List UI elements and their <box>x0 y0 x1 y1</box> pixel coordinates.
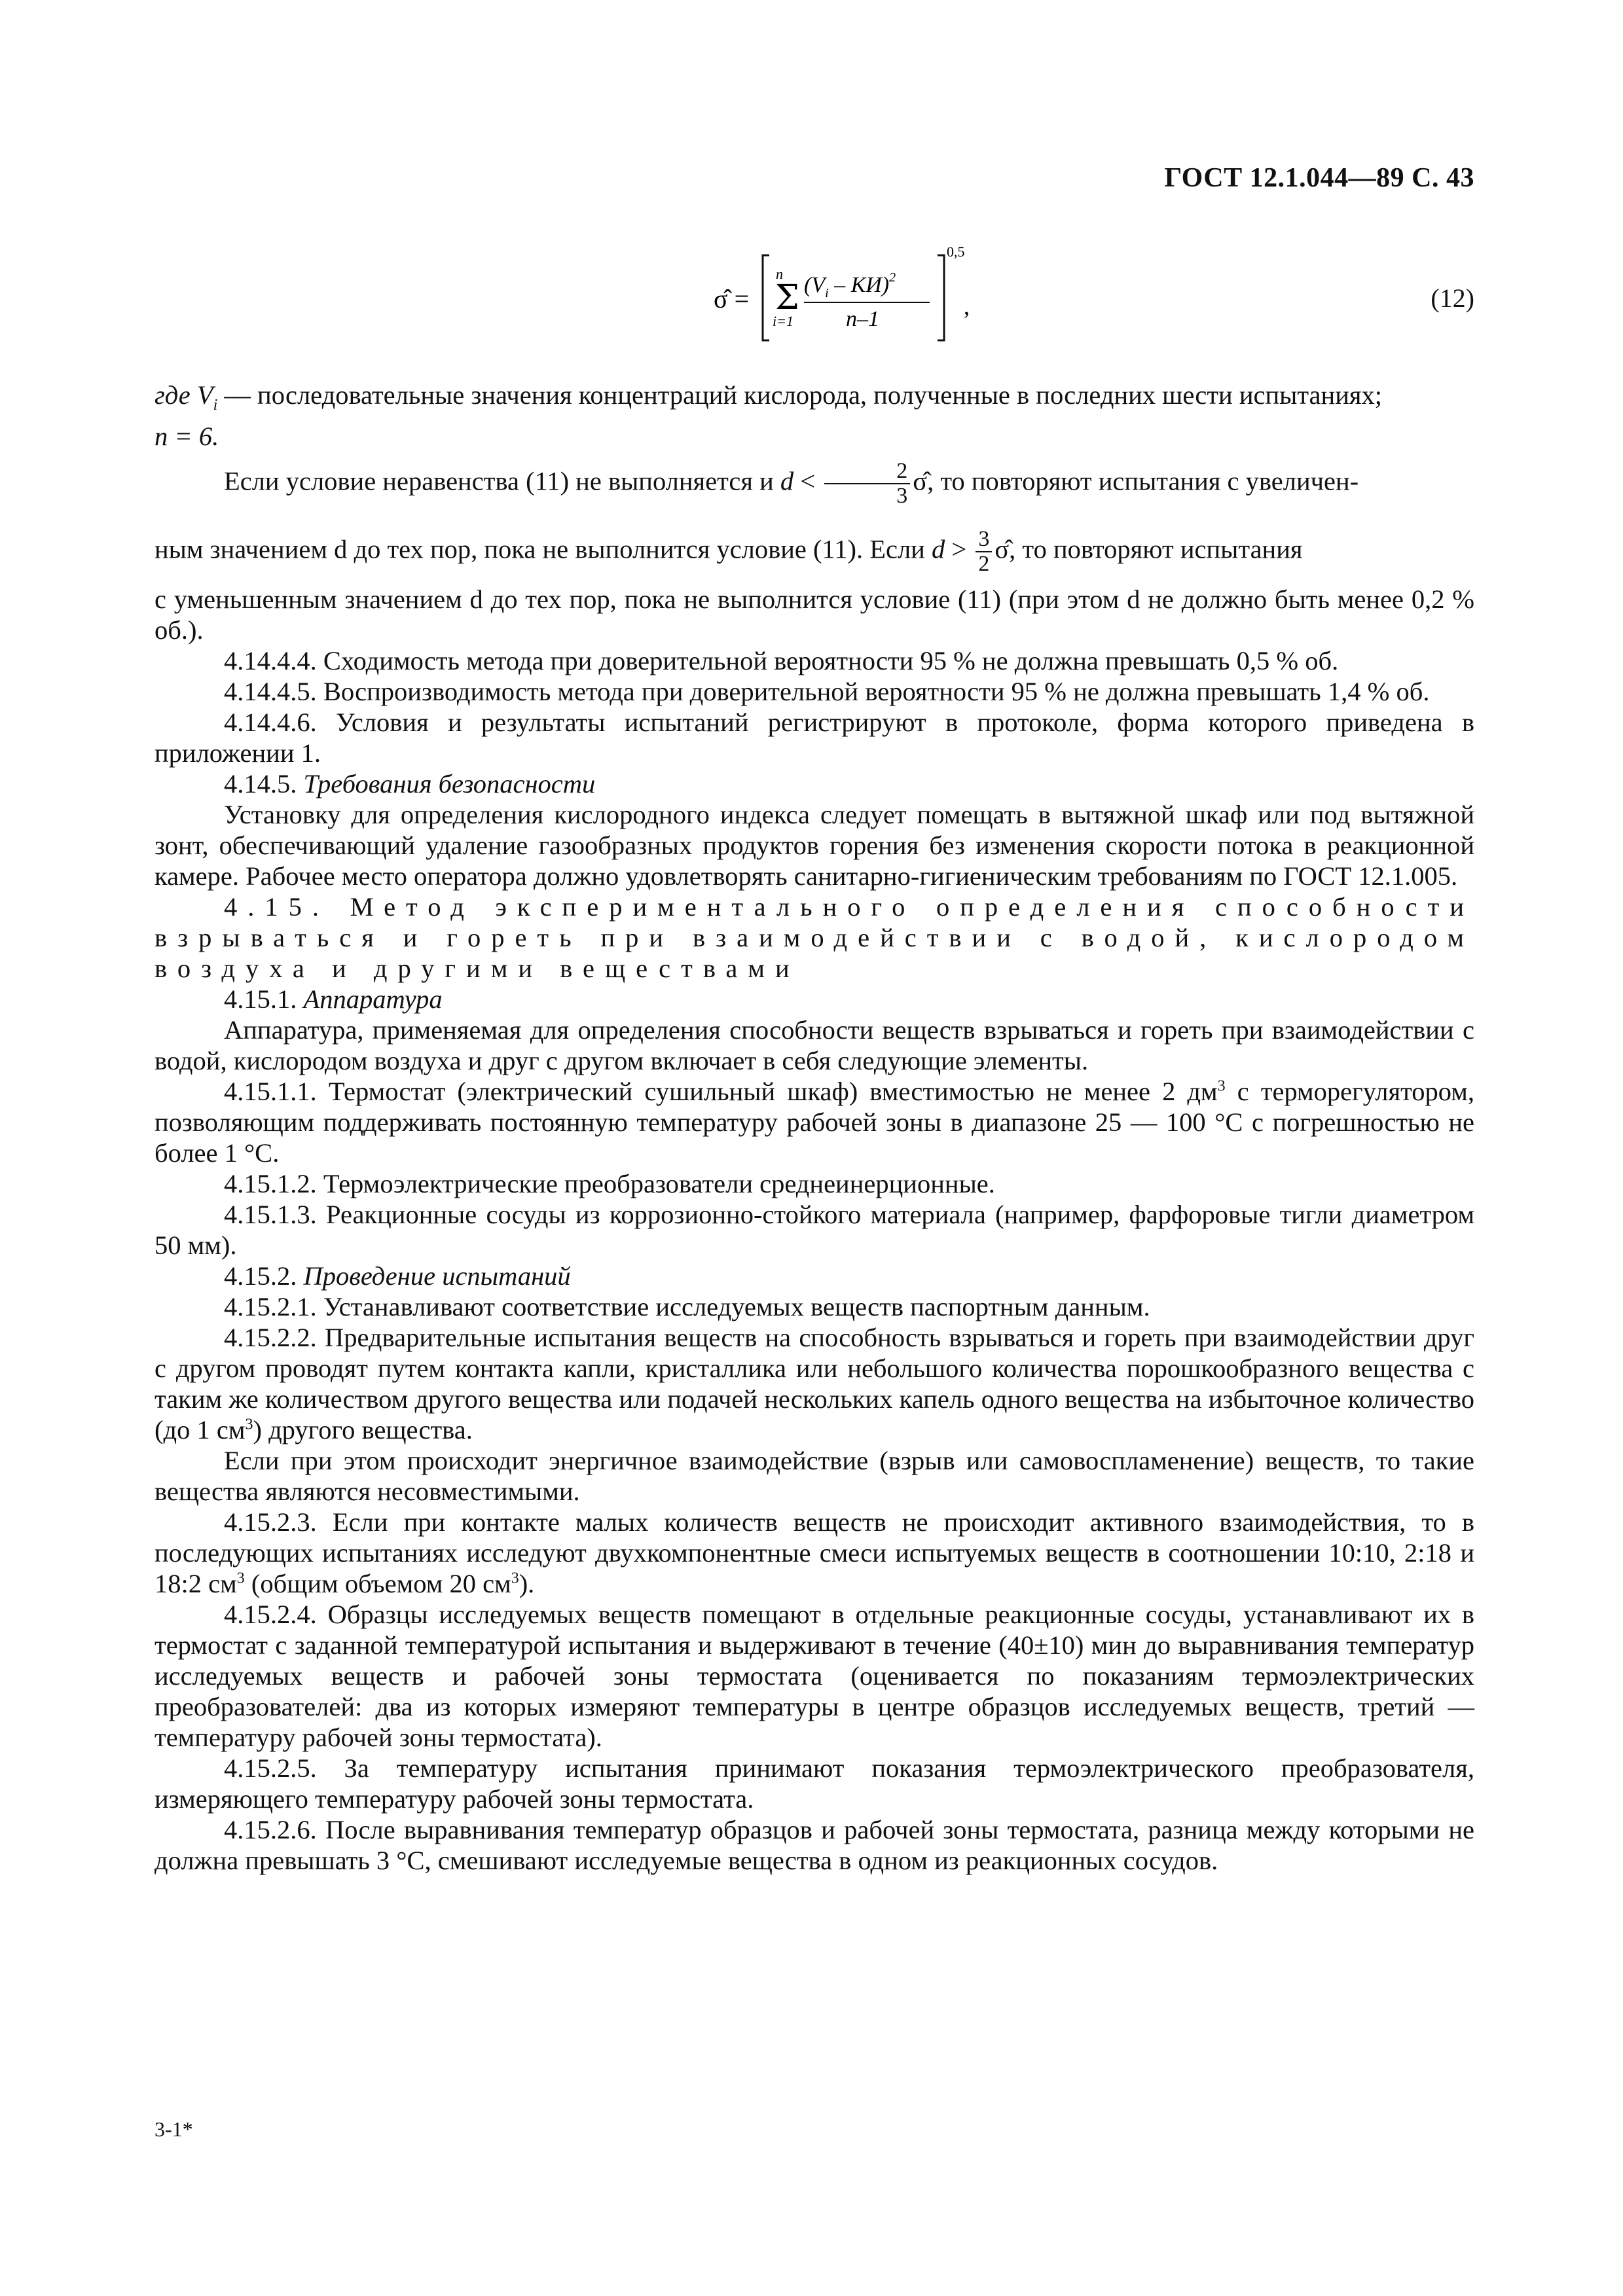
heading-4-14-5: 4.14.5. Требования безопасности <box>224 769 596 799</box>
sum-upper-limit: n <box>776 266 783 282</box>
section-4-15-2-3: 4.15.2.3. Если при контакте малых количеств веществ не происходит активного взаимодействия, то в последующих испытаниях исследуют двухкомпонентные смеси испытуемых веществ в соотношении 10:10, 2:18 и 18:2 $см^3$ (общим объемом 20 $см^3$). <box>155 1507 1474 1599</box>
para-incompatible: Если при этом происходит энергичное взаимодействие (взрыв или самовоспламенение) веществ, то такие вещества являются несовместимыми. <box>155 1446 1474 1507</box>
formula-12 <box>155 242 1474 353</box>
formula-power: 0,5 <box>947 243 965 260</box>
section-4-15-1-2: 4.15.1.2. Термоэлектрические преобразователи среднеинерционные. <box>224 1169 995 1199</box>
fraction-2-3: $\frac{2}{3}$ <box>824 459 910 508</box>
section-4-15-2-5: 4.15.2.5. За температуру испытания принимают показания термоэлектрического преобразователя, измеряющего температуру рабочей зоны термостата. <box>155 1753 1474 1814</box>
section-4-15-2-2: 4.15.2.2. Предварительные испытания веществ на способность взрываться и гореть при взаимодействии друг с другом проводят путем контакта капли, кристаллика или небольшого количества порошкообразного вещества с таким же количеством другого вещества или подачей нескольких капель одного вещества на избыточное количество (до 1 $см^3$) другого вещества. <box>155 1323 1474 1445</box>
body-text <box>155 380 1474 1876</box>
formula-comma: , <box>964 293 970 319</box>
para-condition-2: ным значением d до тех пор, пока не выполнится условие (11). Если d > $\frac{3}{2}$ σ̂, то повторяют испытания <box>155 527 1303 577</box>
right-bracket <box>938 255 944 340</box>
section-4-15-2-4: 4.15.2.4. Образцы исследуемых веществ помещают в отдельные реакционные сосуды, устанавливают их в термостат с заданной температурой испытания и выдерживают в течение (40±10) мин до выравнивания температур исследуемых веществ и рабочей зоны термостата (оценивается по показаниям термоэлектрических преобразователей: два из которых измеряют температуры в центре образцов исследуемых веществ, третий — температуру рабочей зоны термостата). <box>155 1600 1474 1753</box>
section-4-14-4-4: 4.14.4.4. Сходимость метода при доверительной вероятности 95 % не должна превышать 0,5 % об. <box>224 646 1339 676</box>
page-footer-mark: 3-1* <box>155 2117 193 2141</box>
sum-lower-limit: i=1 <box>773 313 793 329</box>
para-safety: Установку для определения кислородного индекса следует помещать в вытяжной шкаф или под вытяжной зонт, обеспечивающий удаление газообразных продуктов горения без изменения скорости потока в реакционной камере. Рабочее место оператора должно удовлетворять санитарно-гигиеническим требованиям по ГОСТ 12.1.005. <box>155 800 1474 891</box>
para-condition-3: с уменьшенным значением d до тех пор, пока не выполнится условие (11) (при этом d не должно быть менее 0,2 % об.). <box>155 584 1474 645</box>
n-definition: n = 6. <box>155 422 219 452</box>
where-definition: где $V_i$ — последовательные значения концентраций кислорода, полученные в последних шести испытаниях; <box>155 380 1382 414</box>
heading-4-15-1: 4.15.1. Аппаратура <box>224 984 443 1014</box>
section-4-15-2-1: 4.15.2.1. Устанавливают соответствие исследуемых веществ паспортным данным. <box>224 1292 1150 1322</box>
formula-denominator: n–1 <box>846 307 879 331</box>
fraction-3-2: $\frac{3}{2}$ <box>976 528 992 576</box>
left-bracket <box>763 255 769 340</box>
heading-4-15-2: 4.15.2. Проведение испытаний <box>224 1261 571 1291</box>
page-header: ГОСТ 12.1.044—89 С. 43 <box>1164 163 1474 193</box>
section-4-14-4-5: 4.14.4.5. Воспроизводимость метода при доверительной вероятности 95 % не должна превышать 1,4 % об. <box>224 677 1430 707</box>
section-4-15-2-6: 4.15.2.6. После выравнивания температур образцов и рабочей зоны термостата, разница между которыми не должна превышать 3 °С, смешивают исследуемые вещества в одном из реакционных сосудов. <box>155 1815 1474 1876</box>
equation-number: (12) <box>1431 283 1474 313</box>
heading-4-15: 4.15. Метод экспериментального определения способности взрываться и гореть при взаимодействии с водой, кислородом воздуха и другими веществами <box>155 892 1474 984</box>
formula-lhs: σ̂ = <box>714 284 750 314</box>
sum-sign: Σ <box>775 278 799 317</box>
section-4-15-1-1: 4.15.1.1. Термостат (электрический сушильный шкаф) вместимостью не менее 2 $дм^3$ с терморегулятором, позволяющим поддерживать постоянную температуру рабочей зоны в диапазоне 25 — 100 °С с погрешностью не более 1 °С. <box>155 1077 1474 1168</box>
para-apparatus: Аппаратура, применяемая для определения способности веществ взрываться и гореть при взаимодействии с водой, кислородом воздуха и друг с другом включает в себя следующие элементы. <box>155 1015 1474 1076</box>
sigma-formula <box>707 242 982 353</box>
formula-numerator: $(V_i - КИ)^2$ <box>804 270 896 300</box>
section-4-15-1-3: 4.15.1.3. Реакционные сосуды из коррозионно-стойкого материала (например, фарфоровые тигли диаметром 50 мм). <box>155 1200 1474 1261</box>
section-4-14-4-6: 4.14.4.6. Условия и результаты испытаний регистрируют в протоколе, форма которого приведена в приложении 1. <box>155 708 1474 768</box>
para-condition-1: Если условие неравенства (11) не выполняется и d < $\frac{2}{3}$ σ̂, то повторяют испытания с увеличен- <box>224 459 1359 509</box>
